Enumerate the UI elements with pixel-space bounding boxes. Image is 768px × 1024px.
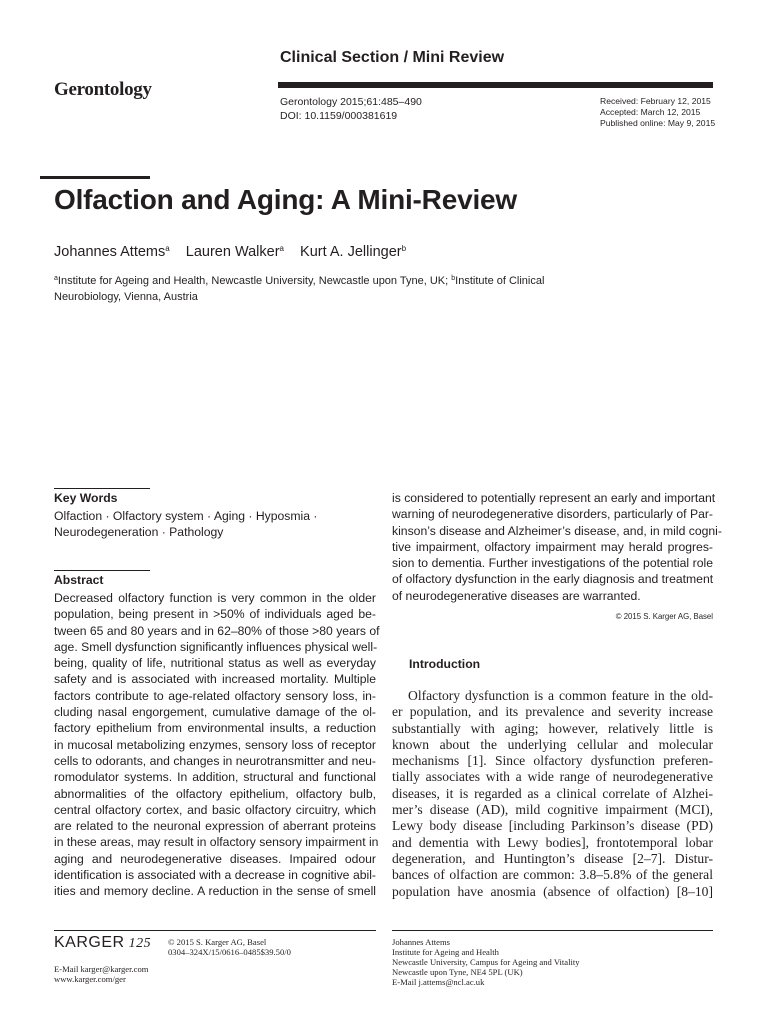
footer-issn-line: 0304–324X/15/0616–0485$39.50/0 <box>168 947 291 957</box>
abstract-line: sion to dementia. Further investigations of the potential role <box>392 556 713 571</box>
abstract-line: age. Smell dysfunction significantly influences physical well- <box>54 639 378 654</box>
keywords-heading: Key Words <box>54 491 118 505</box>
article-title: Olfaction and Aging: A Mini-Review <box>54 184 517 215</box>
abstract-line: are related to the neuronal expression of aberrant proteins <box>54 819 376 834</box>
intro-line: and dementia with Lewy bodies], frontotemporal lobar <box>392 834 713 850</box>
footer-copyright <box>168 937 291 957</box>
karger-logo <box>54 934 151 952</box>
affil-sup: a <box>54 275 58 282</box>
footer-rule-right <box>392 930 713 931</box>
citation <box>280 95 422 123</box>
author-name: Lauren Walker <box>185 244 280 260</box>
intro-line: known about the underlying cellular and molecular <box>392 736 713 752</box>
section-label: Clinical Section / Mini Review <box>280 49 505 66</box>
author-list <box>54 244 406 260</box>
abstract-line: cells to odorants, and changes in neurotransmitter and neu- <box>54 753 376 768</box>
intro-line: Olfactory dysfunction is a common feature in the old- <box>408 688 713 703</box>
publisher-name: KARGER <box>54 934 125 951</box>
introduction-body <box>392 688 713 900</box>
abstract-copyright: © 2015 S. Karger AG, Basel <box>615 612 713 621</box>
citation-line: Gerontology 2015;61:485–490 <box>280 96 422 108</box>
abstract-line: of neurodegenerative diseases are warranted. <box>392 588 641 603</box>
intro-line: substantially with aging; however, relatively little is <box>392 720 713 736</box>
published-date: Published online: May 9, 2015 <box>600 118 716 128</box>
abstract-line: population, being present in >50% of individuals aged be- <box>54 607 376 622</box>
publisher-email[interactable]: E-Mail karger@karger.com <box>54 964 149 974</box>
correspondence-city: Newcastle upon Tyne, NE4 5PL (UK) <box>392 967 523 977</box>
publisher-website[interactable]: www.karger.com/ger <box>54 974 126 984</box>
affiliation-b: Institute of Clinical <box>455 275 545 287</box>
abstract-line: tween 65 and 80 years and in 62–80% of those >80 years of <box>54 623 380 638</box>
intro-line: mechanisms [1]. Since olfactory dysfunction preferen- <box>392 753 713 769</box>
intro-line: Lewy body disease [including Parkinson’s disease (PD) <box>392 818 713 834</box>
abstract-line: central olfactory cortex, and basic olfactory circuitry, which <box>54 802 376 817</box>
correspondence-institute: Institute for Ageing and Health <box>392 947 499 957</box>
abstract-rule <box>54 570 150 571</box>
abstract-line: tive impairment, olfactory impairment may herald progres- <box>392 539 713 554</box>
abstract-line: being, quality of life, nutritional status as well as everyday <box>54 656 376 671</box>
affiliation-a: Institute for Ageing and Health, Newcastle University, Newcastle upon Tyne, UK; <box>57 275 452 287</box>
keywords-list <box>54 508 376 541</box>
abstract-line: in mucosal metabolizing enzymes, sensory loss of receptor <box>54 737 376 752</box>
doi-line: DOI: 10.1159/000381619 <box>280 110 398 122</box>
abstract-line: abnormalities of the olfactory epithelium, olfactory bulb, <box>54 786 376 801</box>
title-rule <box>40 176 150 179</box>
intro-line: degeneration, and Huntington’s disease [2–7]. Distur- <box>392 850 713 866</box>
intro-line: er population, and its prevalence and severity increase <box>392 704 713 720</box>
abstract-heading: Abstract <box>54 573 104 587</box>
author-name: Johannes Attems <box>54 244 166 260</box>
keyword-line: Neurodegeneration · Pathology <box>54 525 224 540</box>
intro-line: mer’s disease (AD), mild cognitive impairment (MCI), <box>392 802 713 818</box>
correspondence-university: Newcastle University, Campus for Ageing and Vitality <box>392 957 580 967</box>
abstract-line: kinson’s disease and Alzheimer’s disease, and, in mild cogni- <box>392 523 722 538</box>
author-sup: b <box>401 244 407 253</box>
abstract-line: is considered to potentially represent an early and important <box>392 491 716 505</box>
author-sup: a <box>279 244 284 253</box>
abstract-line: of olfactory dysfunction in the early diagnosis and treatment <box>392 572 714 587</box>
abstract-line: in these areas, may result in olfactory sensory impairment in <box>54 835 379 850</box>
abstract-body <box>54 590 380 900</box>
keyword-line: Olfaction · Olfactory system · Aging · Hyposmia · <box>54 509 318 523</box>
abstract-line: warning of neurodegenerative disorders, particularly of Par- <box>392 507 713 522</box>
anniversary-mark: 125 <box>128 936 152 951</box>
intro-line: bances of olfaction are common: 3.8–5.8% of the general <box>392 867 713 883</box>
abstract-line: romodulator systems. In addition, structural and functional <box>54 770 376 785</box>
abstract-line: safety and is associated with increased mortality. Multiple <box>54 672 376 687</box>
abstract-line: factory epithelium from environmental insults, a reduction <box>54 721 376 736</box>
intro-line: tially associates with a wide range of neurodegenerative <box>392 769 713 785</box>
abstract-continued <box>392 490 722 604</box>
affil-sup: b <box>451 275 456 282</box>
abstract-line: factors contribute to age-related olfactory sensory loss, in- <box>54 688 376 703</box>
journal-logo: Gerontology <box>54 79 152 100</box>
correspondence-name: Johannes Attems <box>392 937 451 947</box>
abstract-line: cluding nasal engorgement, cumulative damage of the ol- <box>54 705 376 720</box>
abstract-line: Decreased olfactory function is very common in the older <box>54 591 376 605</box>
abstract-line: identification is associated with a decrease in cognitive abil- <box>54 868 376 883</box>
footer-copyright-line: © 2015 S. Karger AG, Basel <box>168 937 267 947</box>
affiliation-b-cont: Neurobiology, Vienna, Austria <box>54 290 198 303</box>
affiliations <box>54 274 544 305</box>
correspondence-email[interactable]: E-Mail j.attems@ncl.ac.uk <box>392 977 485 987</box>
author-sup: a <box>165 244 170 253</box>
correspondence-address <box>392 937 580 987</box>
author-name: Kurt A. Jellinger <box>300 244 402 260</box>
footer-rule-left <box>54 930 376 931</box>
keywords-rule <box>54 488 150 489</box>
header-rule <box>278 82 713 88</box>
intro-line: population have anosmia (absence of olfaction) [8–10] <box>392 883 713 899</box>
publication-dates <box>600 96 715 129</box>
abstract-line: aging and neurodegenerative diseases. Impaired odour <box>54 851 376 866</box>
footer-contact <box>54 964 148 984</box>
intro-line: diseases, it is regarded as a clinical correlate of Alzhei- <box>392 785 713 801</box>
introduction-heading: Introduction <box>409 657 481 671</box>
abstract-line: ities and memory decline. A reduction in the sense of smell <box>54 884 376 899</box>
received-date: Received: February 12, 2015 <box>600 96 711 106</box>
accepted-date: Accepted: March 12, 2015 <box>600 107 701 117</box>
